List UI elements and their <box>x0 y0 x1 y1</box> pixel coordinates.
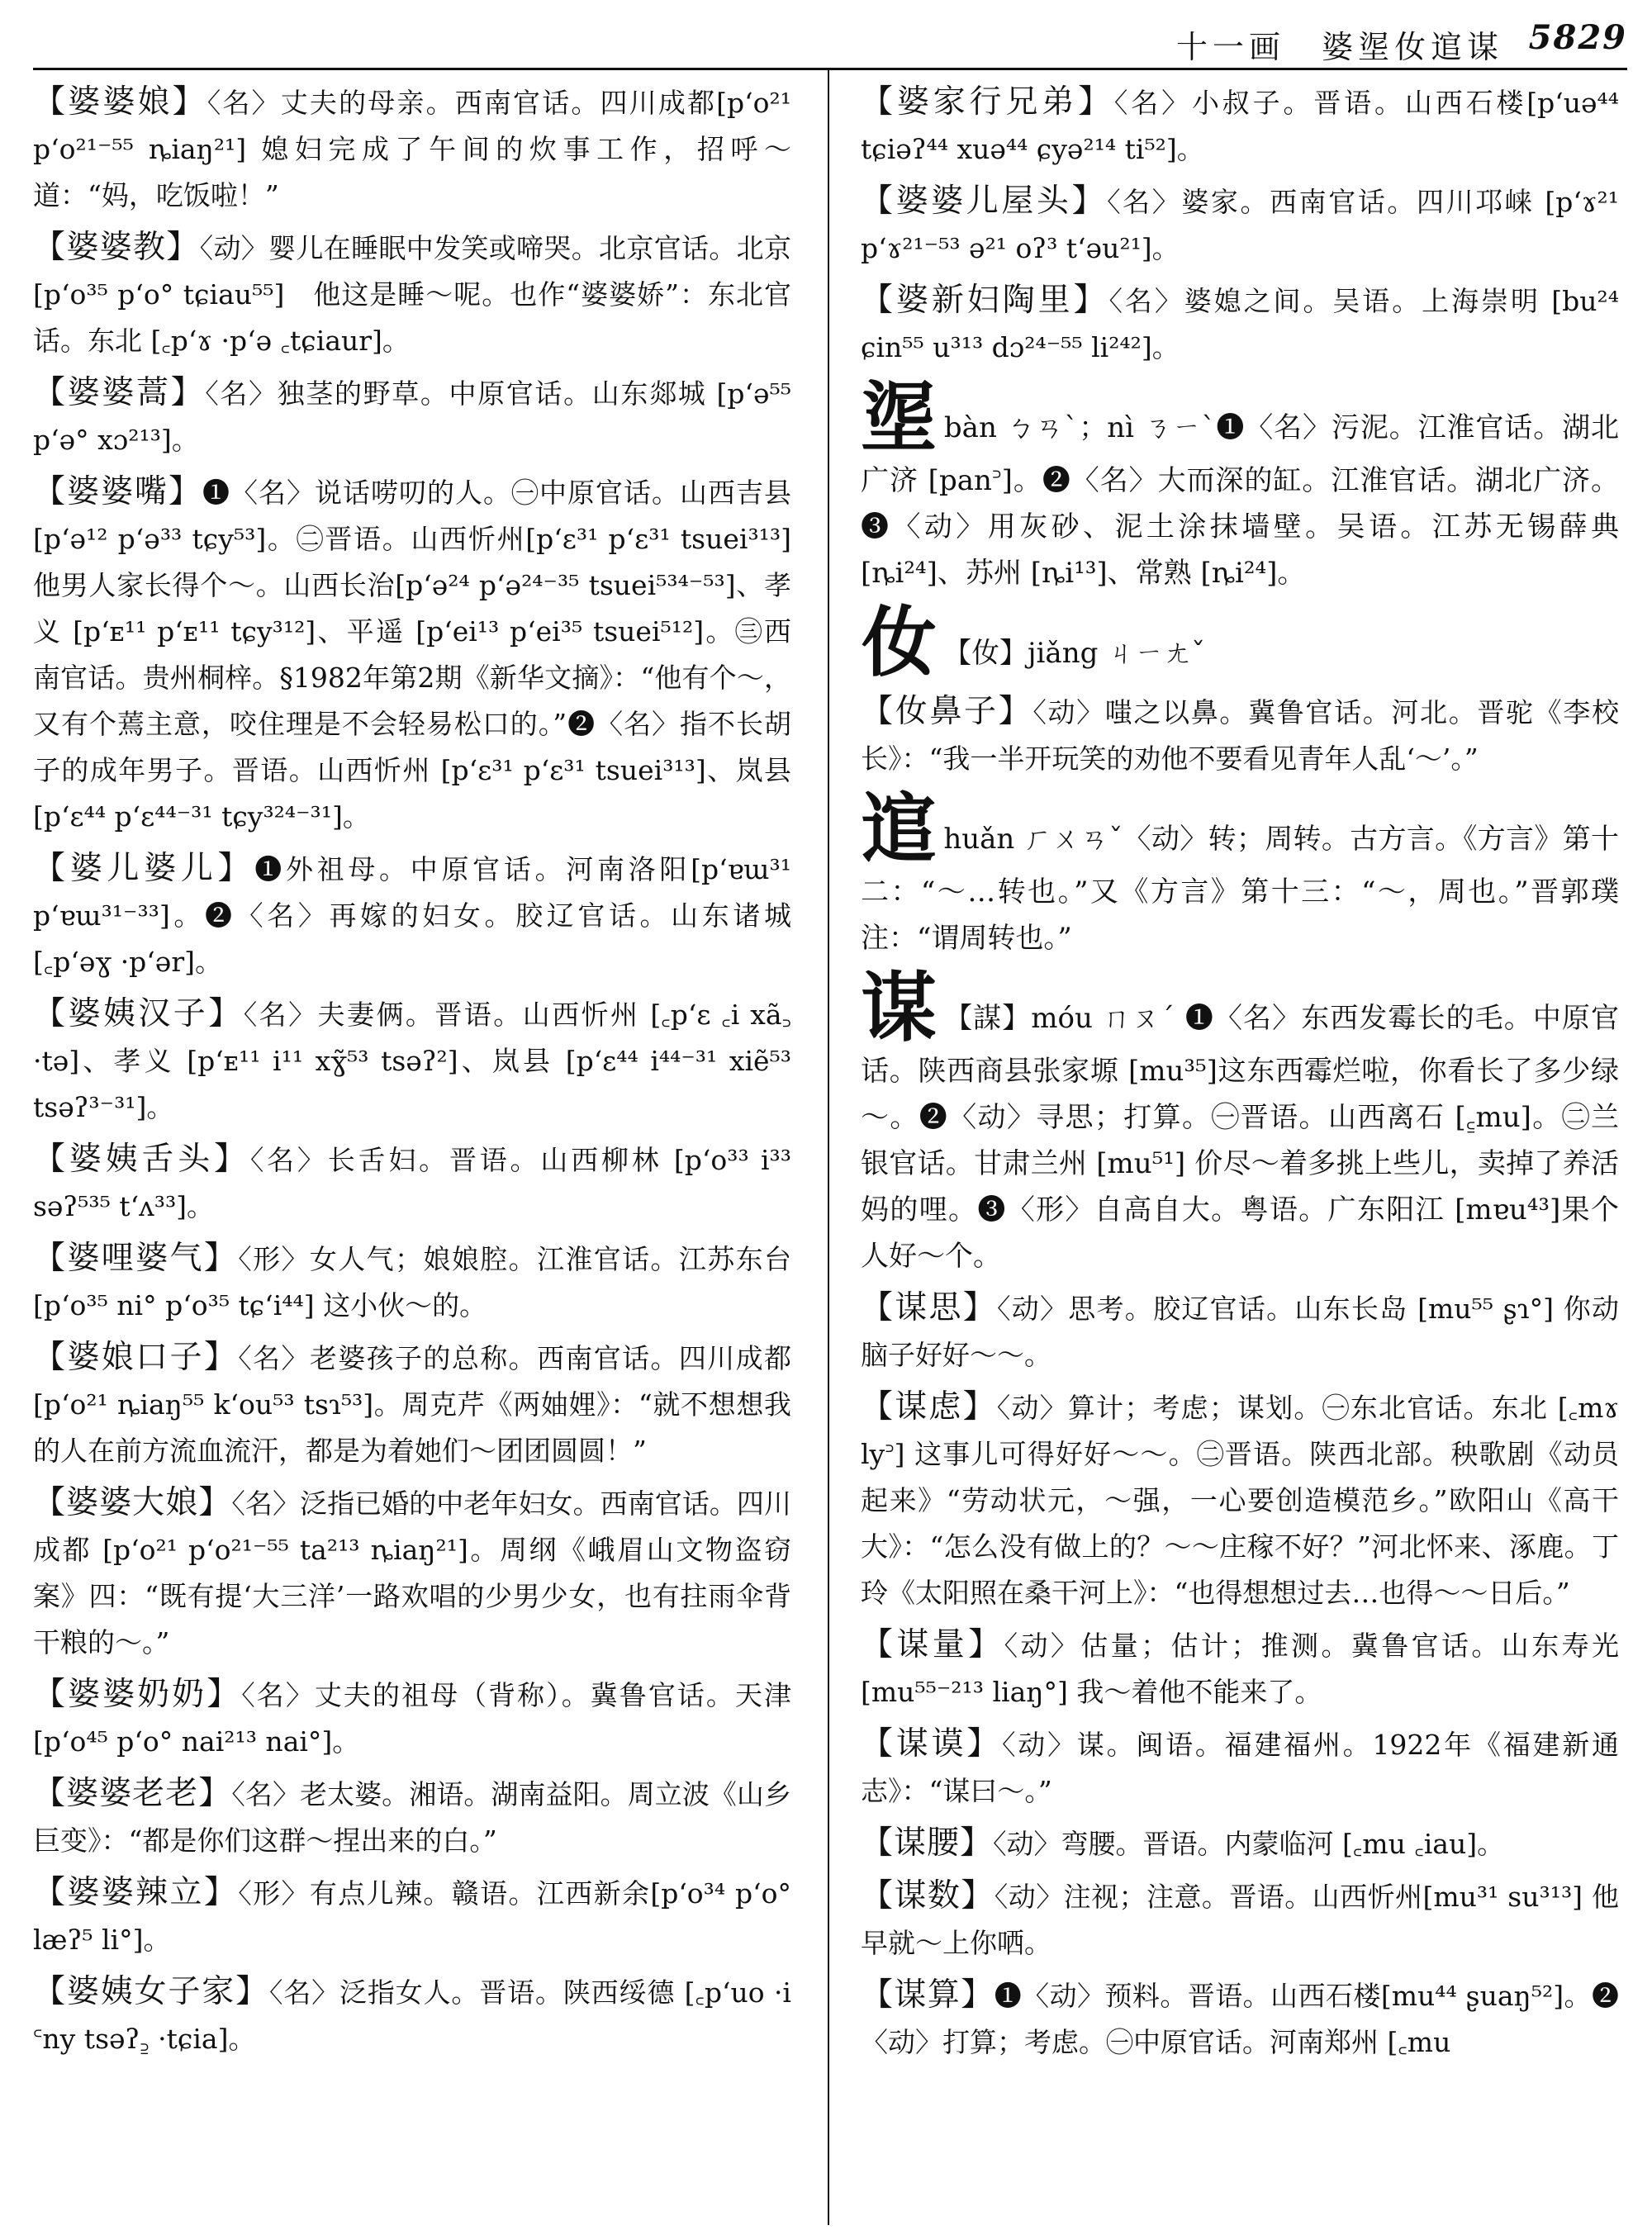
dictionary-entry <box>861 178 1619 272</box>
entry-definition: 〈名〉婆媳之间。吴语。上海崇明 [bu²⁴ ɕin⁵⁵ u³¹³ dɔ²⁴⁻⁵⁵ li²⁴²]。 <box>861 285 1619 363</box>
dictionary-entry <box>33 1480 791 1666</box>
head-character-entry <box>861 963 1619 1279</box>
column-divider <box>828 69 829 2225</box>
dictionary-entry <box>33 1672 791 1765</box>
head-character-entry <box>861 784 1619 961</box>
dictionary-entry <box>861 1384 1619 1616</box>
entry-definition: 〈名〉长舌妇。晋语。山西柳林 [p‘o³³ i³³ səʔ⁵³⁵ t‘ʌ³³]。 <box>33 1144 791 1222</box>
entry-definition: 〈名〉夫妻俩。晋语。山西忻州 [꜀p‘ɛ ꜀i xã꜆ ·tə]、孝义 [p‘ᴇ¹¹ i¹¹ xɣ̃⁵³ tsəʔ²]、岚县 [p‘ɛ⁴⁴ i⁴⁴⁻³¹ xiẽ⁵³ tsəʔ³⁻³¹]。 <box>33 999 791 1123</box>
page-number: 5829 <box>1528 18 1627 57</box>
entry-definition: 【謀】móu ㄇㄡˊ ❶〈名〉东西发霉长的毛。中原官话。陕西商县张家塬 [mu³⁵]这东西霉烂啦，你看长了多少绿～。❷〈动〉寻思；打算。㊀晋语。山西离石 [꜁mu]。㊁兰银官话。甘肃兰州 [mu⁵¹] 价尽～着多挑上些儿，卖掉了养活妈的哩。❸〈形〉自高自大。粤语。广东阳江 [mɐu⁴³]果个人好～个。 <box>861 1002 1619 1273</box>
dictionary-entry <box>33 1969 791 2062</box>
entry-definition: 〈动〉算计；考虑；谋划。㊀东北官话。东北 [꜀mɤ ly꜄] 这事儿可得好好～～。㊁晋语。陕西北部。秧歌剧《动员起来》“劳动状元，～强，一心要创造模范乡。”欧阳山《高干大》：“怎么没有做上的？～～庄稼不好？”河北怀来、涿鹿。丁玲《太阳照在桑干河上》：“也得想想过去…也得～～日后。” <box>861 1392 1619 1609</box>
entry-definition: 〈名〉泛指已婚的中老年妇女。西南官话。四川成都 [p‘o²¹ p‘o²¹⁻⁵⁵ ta²¹³ ȵiaŋ²¹]。周纲《峨眉山文物盗窃案》四：“既有提‘大三洋’一路欢唱的少男少女，也有拄雨伞背干粮的～。” <box>33 1487 791 1658</box>
entry-headword: 【谋算】 <box>861 1976 995 2014</box>
dictionary-entry <box>33 79 791 219</box>
entry-headword: 【婆姨女子家】 <box>33 1973 269 2010</box>
dictionary-entry <box>861 1285 1619 1378</box>
entry-definition: 【㚢】jiǎng ㄐㄧㄤˇ <box>943 637 1206 670</box>
entry-definition: 〈动〉注视；注意。晋语。山西忻州[mu³¹ su³¹³] 他早就～上你哂。 <box>861 1881 1619 1959</box>
head-character-entry <box>861 598 1619 687</box>
entry-definition: 〈动〉思考。胶辽官话。山东长岛 [mu⁵⁵ ʂɿ°] 你动脑子好好～～。 <box>861 1293 1619 1371</box>
entry-definition: 〈名〉小叔子。晋语。山西石楼[p‘uə⁴⁴ tɕiəʔ⁴⁴ xuə⁴⁴ ɕyə²¹⁴ ti⁵²]。 <box>861 87 1619 165</box>
dictionary-entry <box>33 1771 791 1864</box>
dictionary-entry <box>33 1136 791 1230</box>
entry-definition: huǎn ㄏㄨㄢˇ〈动〉转；周转。古方言。《方言》第十二：“～…转也。”又《方言》第十三：“～，周也。”晋郭璞注：“谓周转也。” <box>861 823 1619 955</box>
entry-headword: 【谋思】 <box>861 1289 998 1326</box>
dictionary-entry <box>33 469 791 840</box>
entry-headword: 【婆婆儿屋头】 <box>861 183 1108 220</box>
entry-headword: 【婆婆辣立】 <box>33 1874 239 1911</box>
entry-definition: 〈名〉老婆孩子的总称。西南官话。四川成都 [p‘o²¹ ȵiaŋ⁵⁵ k‘ou⁵³ tsɿ⁵³]。周克芹《两妯娌》：“就不想想我的人在前方流血流汗，都是为着她们～团团圆圆！” <box>33 1342 791 1467</box>
entry-definition: 〈形〉有点儿辣。赣语。江西新余[p‘o³⁴ p‘o° læʔ⁵ li°]。 <box>33 1877 791 1956</box>
entry-headword: 【婆婆娘】 <box>33 83 207 121</box>
entry-definition: 〈名〉婆家。西南官话。四川邛崃 [p‘ɤ²¹ p‘ɤ²¹⁻⁵³ ə²¹ oʔ³ t‘əu²¹]。 <box>861 186 1619 264</box>
entry-headword: 【婆婆嘴】 <box>33 473 202 510</box>
right-column <box>861 79 1619 2071</box>
entry-definition: ❶〈动〉预料。晋语。山西石楼[mu⁴⁴ ʂuaŋ⁵²]。❷〈动〉打算；考虑。㊀中原官话。河南郑州 [꜀mu <box>861 1980 1619 2058</box>
entry-headword: 【谋谟】 <box>861 1725 1003 1763</box>
header-rule <box>33 68 1627 70</box>
entry-headword: 【婆婆蒿】 <box>33 374 206 411</box>
entry-headword: 【谋数】 <box>861 1877 995 1914</box>
dictionary-entry <box>861 1972 1619 2066</box>
dictionary-entry <box>861 1622 1619 1715</box>
dictionary-entry <box>33 846 791 985</box>
dictionary-entry <box>33 1236 791 1329</box>
entry-headword: 【婆婆老老】 <box>33 1775 232 1812</box>
entry-definition: 〈名〉泛指女人。晋语。陕西绥德 [꜀p‘uo ·i ꜂ny tsəʔ꜇ ·tɕia]。 <box>33 1976 791 2055</box>
entry-headword: 【婆婆大娘】 <box>33 1484 232 1521</box>
dictionary-entry <box>861 79 1619 173</box>
entry-definition: 〈名〉丈夫的祖母（背称）。冀鲁官话。天津 [p‘o⁴⁵ p‘o° nai²¹³ nai°]。 <box>33 1679 791 1758</box>
running-head: 十一画 婆埿㚢逭谋 <box>1175 29 1503 65</box>
entry-definition: ❶〈名〉说话唠叨的人。㊀中原官话。山西吉县[p‘ə¹² p‘ə³³ tɕy⁵³]。㊁晋语。山西忻州[p‘ɛ³¹ p‘ɛ³¹ tsuei³¹³]他男人家长得个～。山西长治[p‘ə²⁴ p‘ə²⁴⁻³⁵ tsuei⁵³⁴⁻⁵³]、孝义 [p‘ᴇ¹¹ p‘ᴇ¹¹ tɕy³¹²]、平遥 [p‘ei¹³ p‘ei³⁵ tsuei⁵¹²]。㊂西南官话。贵州桐梓。§1982年第2期《新华文摘》：“他有个～，又有个蔫主意，咬住理是不会轻易松口的。”❷〈名〉指不长胡子的成年男子。晋语。山西忻州 [p‘ɛ³¹ p‘ɛ³¹ tsuei³¹³]、岚县 [p‘ɛ⁴⁴ p‘ɛ⁴⁴⁻³¹ tɕy³²⁴⁻³¹]。 <box>33 477 791 833</box>
head-character-entry <box>861 372 1619 596</box>
entry-headword: 【谋腰】 <box>861 1824 994 1862</box>
entry-headword: 【婆儿婆儿】 <box>33 850 255 887</box>
dictionary-entry <box>33 991 791 1131</box>
entry-headword: 【婆家行兄弟】 <box>861 83 1114 121</box>
entry-definition: 〈动〉嗤之以鼻。冀鲁官话。河北。晋驼《李校长》：“我一半开玩笑的劝他不要看见青年人乱‘～’。” <box>861 696 1620 775</box>
left-column <box>33 79 791 2068</box>
entry-definition: 〈名〉独茎的野草。中原官话。山东郯城 [p‘ə⁵⁵ p‘ə° xɔ²¹³]。 <box>33 377 791 456</box>
entry-definition: 〈动〉婴儿在睡眠中发笑或啼哭。北京官话。北京 [p‘o³⁵ p‘o° tɕiau⁵⁵] 他这是睡～呢。也作“婆婆娇”：东北官话。东北 [꜀p‘ɤ ·p‘ə ꜀tɕiaur]。 <box>33 232 791 357</box>
entry-headword: 【婆娘口子】 <box>33 1339 239 1376</box>
entry-headword: 【婆婆奶奶】 <box>33 1676 242 1713</box>
head-character: 埿 <box>861 372 938 462</box>
dictionary-entry <box>33 370 791 463</box>
entry-headword: 【婆新妇陶里】 <box>861 282 1109 319</box>
entry-definition: 〈动〉谋。闽语。福建福州。1922年《福建新通志》：“谋曰～。” <box>861 1729 1619 1807</box>
dictionary-entry <box>861 689 1619 782</box>
entry-headword: 【婆婆教】 <box>33 229 200 266</box>
dictionary-entry <box>861 1721 1619 1815</box>
dictionary-entry <box>861 278 1619 371</box>
entry-definition: ❶外祖母。中原官话。河南洛阳[p‘ɐɯ³¹ p‘ɐɯ³¹⁻³³]。❷〈名〉再嫁的妇女。胶辽官话。山东诸城 [꜀p‘əɣ ·p‘ər]。 <box>33 853 791 978</box>
dictionary-entry <box>33 225 791 364</box>
dictionary-entry <box>33 1335 791 1474</box>
entry-definition: 〈名〉老太婆。湘语。湖南益阳。周立波《山乡巨变》：“都是你们这群～捏出来的白。” <box>33 1778 791 1857</box>
entry-headword: 【婆姨汉子】 <box>33 995 244 1032</box>
dictionary-entry <box>861 1820 1619 1867</box>
entry-definition: 〈动〉弯腰。晋语。内蒙临河 [꜀mu ꜀iau]。 <box>993 1828 1505 1860</box>
entry-headword: 【谋量】 <box>861 1626 1004 1663</box>
dictionary-entry <box>33 1870 791 1963</box>
entry-headword: 【谋虑】 <box>861 1388 997 1426</box>
entry-definition: 〈动〉估量；估计；推测。冀鲁官话。山东寿光 [mu⁵⁵⁻²¹³ liaŋ°] 我～着他不能来了。 <box>861 1630 1619 1708</box>
entry-definition: 〈形〉女人气；娘娘腔。江淮官话。江苏东台 [p‘o³⁵ ni° p‘o³⁵ tɕ‘i⁴⁴] 这小伙～的。 <box>33 1243 791 1321</box>
dictionary-entry <box>861 1873 1619 1967</box>
entry-headword: 【婆姨舌头】 <box>33 1141 250 1178</box>
head-character: 逭 <box>861 784 938 873</box>
page-header <box>33 15 1627 66</box>
entry-headword: 【婆哩婆气】 <box>33 1240 239 1277</box>
entry-definition: 〈名〉丈夫的母亲。西南官话。四川成都[p‘o²¹ p‘o²¹⁻⁵⁵ ȵiaŋ²¹] 媳妇完成了午间的炊事工作，招呼～道：“妈，吃饭啦！” <box>33 87 791 211</box>
entry-definition: bàn ㄅㄢˋ；nì ㄋㄧˋ❶〈名〉污泥。江淮官话。湖北广济 [pan꜄]。❷〈名〉大而深的缸。江淮官话。湖北广济。❸〈动〉用灰砂、泥土涂抹墙壁。吴语。江苏无锡薛典 [ȵi²⁴]、苏州 [ȵi¹³]、常熟 [ȵi²⁴]。 <box>861 411 1619 590</box>
head-character: 谋 <box>861 963 938 1052</box>
entry-headword: 【㚢鼻子】 <box>861 693 1033 730</box>
head-character: 㚢 <box>861 598 938 687</box>
